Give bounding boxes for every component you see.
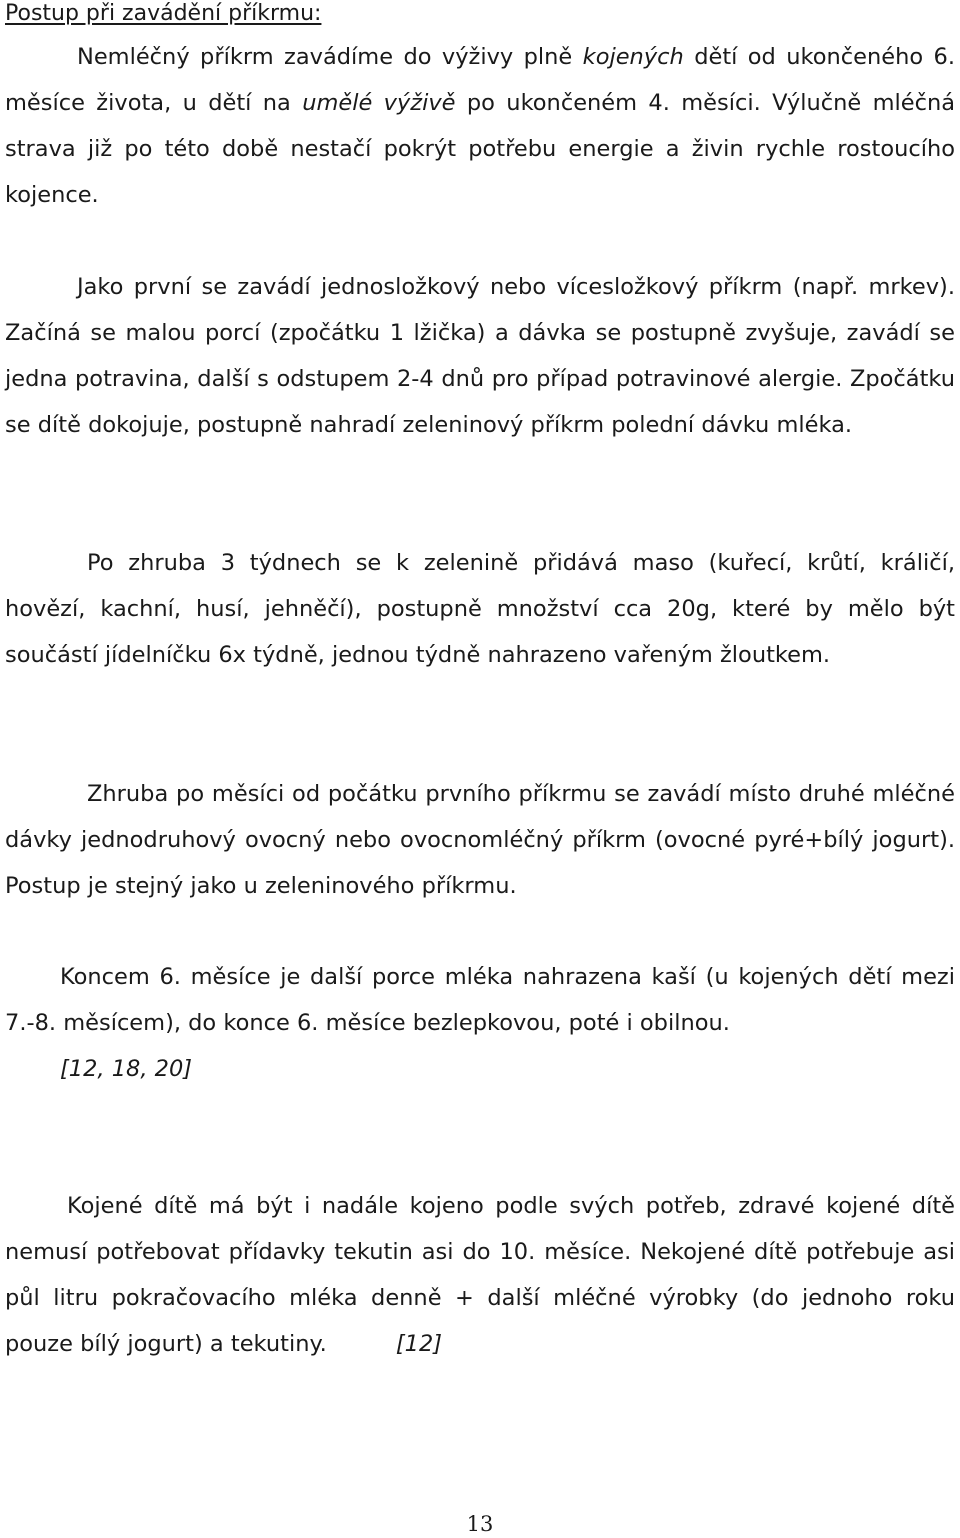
paragraph-porridge bbox=[5, 954, 955, 1092]
p5-text: Koncem 6. měsíce je další porce mléka nahrazena kaší (u kojených dětí mezi 7.-8. měsícem), do konce 6. měsíce bezlepkovou, poté i obilnou. bbox=[5, 964, 955, 1036]
p5-citation: [12, 18, 20] bbox=[60, 1056, 193, 1082]
paragraph-introduction bbox=[5, 34, 955, 218]
section-heading: Postup při zavádění příkrmu: bbox=[5, 1, 322, 26]
p1-emphasis-breastfed: kojených bbox=[582, 44, 684, 70]
paragraph-fruit: Zhruba po měsíci od počátku prvního příkrmu se zavádí místo druhé mléčné dávky jednodruhový ovocný nebo ovocnomléčný příkrm (ovocné pyré+bílý jogurt). Postup je stejný jako u zeleninového příkrmu. bbox=[5, 781, 955, 899]
p1-text-a: Nemléčný příkrm zavádíme do výživy plně bbox=[77, 44, 583, 70]
p1-emphasis-formula: umělé výživě bbox=[302, 90, 456, 116]
p6-citation: [12] bbox=[395, 1331, 443, 1357]
p6-text: Kojené dítě má být i nadále kojeno podle svých potřeb, zdravé kojené dítě nemusí potřebovat přídavky tekutin asi do 10. měsíce. Nekojené dítě potřebuje asi půl litru pokračovacího mléka denně + další mléčné výrobky (do jednoho roku pouze bílý jogurt) a tekutiny. bbox=[5, 1193, 955, 1357]
paragraph-meat: Po zhruba 3 týdnech se k zelenině přidává maso (kuřecí, krůtí, králičí, hovězí, kachní, husí, jehněčí), postupně množství cca 20g, které by mělo být součástí jídelníčku 6x týdně, jednou týdně nahrazeno vařeným žloutkem. bbox=[5, 550, 955, 668]
paragraph-breastfeeding bbox=[5, 1183, 955, 1367]
paragraph-first-food: Jako první se zavádí jednosložkový nebo vícesložkový příkrm (např. mrkev). Začíná se malou porcí (zpočátku 1 lžička) a dávka se postupně zvyšuje, zavádí se jedna potravina, další s odstupem 2-4 dnů pro případ potravinové alergie. Zpočátku se dítě dokojuje, postupně nahradí zeleninový příkrm polední dávku mléka. bbox=[5, 274, 955, 438]
p1-text-e: po ukončeném 4. měsíci. Výlučně mléčná strava již po této době nestačí pokrýt potřebu energie a živin rychle rostoucího kojence. bbox=[5, 90, 956, 208]
p1-text-c: dětí od ukončeného 6. měsíce života, u dětí na bbox=[5, 44, 955, 116]
page-number: 13 bbox=[466, 1512, 494, 1536]
